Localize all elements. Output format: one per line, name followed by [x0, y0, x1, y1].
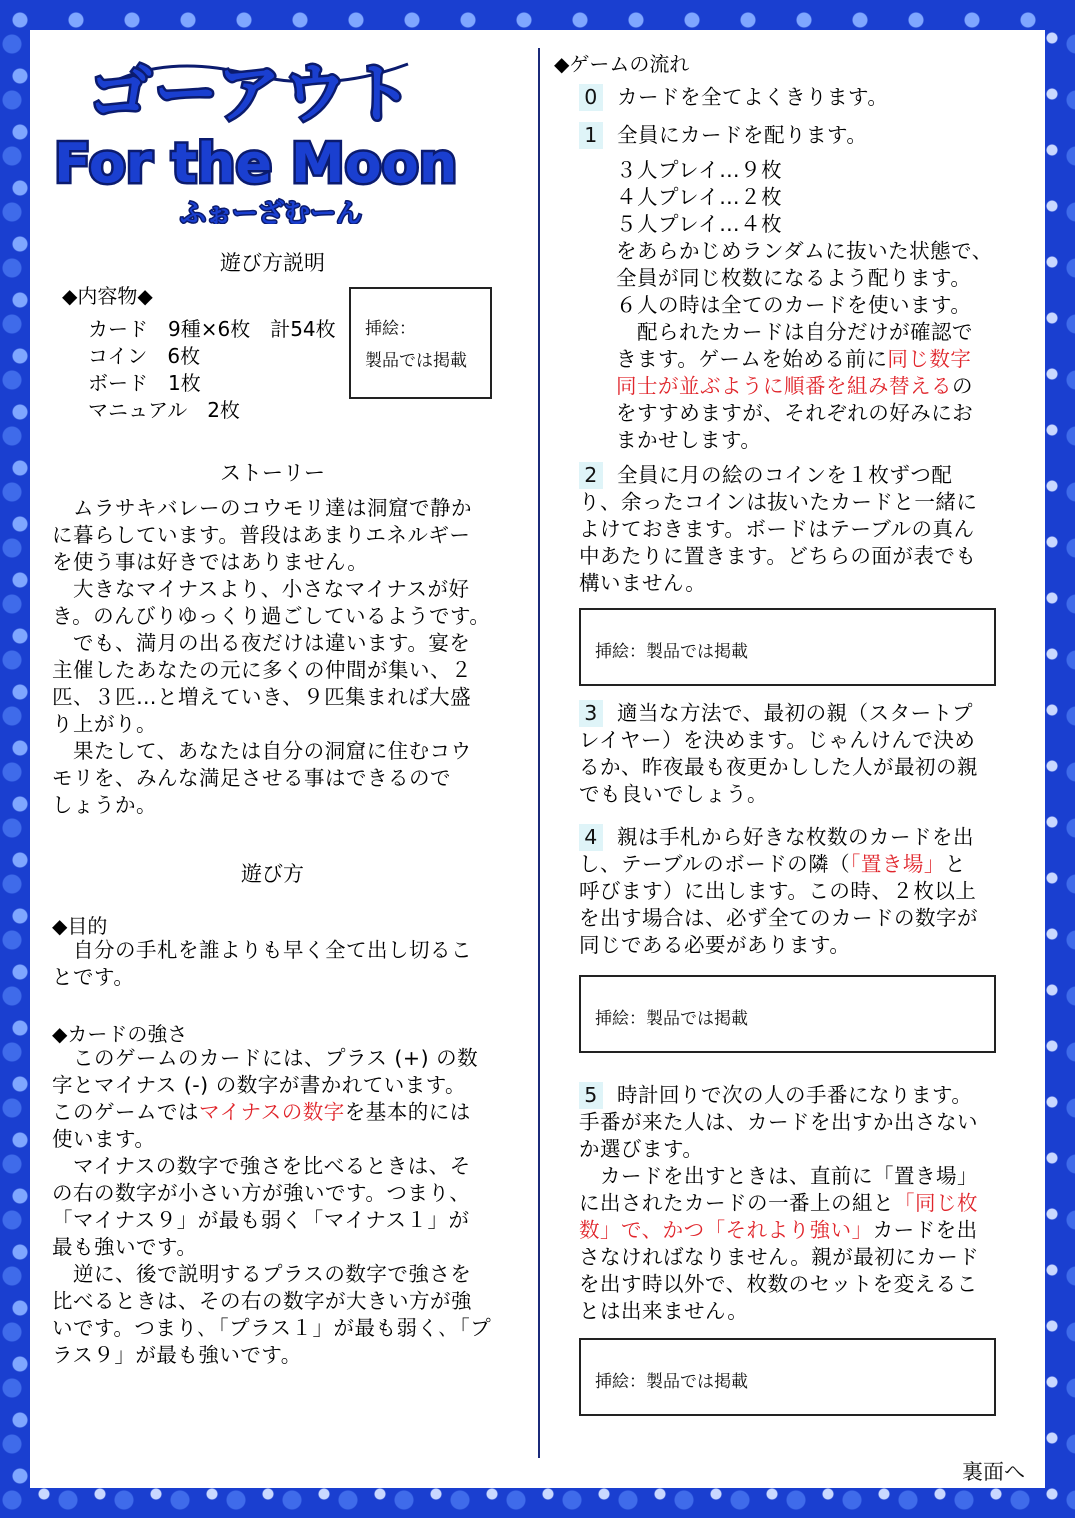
- step-5: [579, 1082, 1019, 1325]
- step-number: 0: [579, 84, 603, 111]
- step-4: [579, 824, 1019, 959]
- illustration-placeholder: [579, 975, 996, 1053]
- illustration-placeholder: [349, 287, 492, 399]
- logo-title-jp: ゴーアウト: [88, 58, 415, 132]
- step-text: 全員に月の絵のコインを１枚ずつ配 り、余ったコインは抜いたカードと一緒に よけておきます。ボードはテーブルの真ん 中あたりに置きます。どちらの面が表でも 構いません。: [579, 463, 978, 595]
- contents-label: ◆内容物◆: [62, 284, 153, 308]
- contents-item: カード 9種×6枚 計54枚: [88, 317, 336, 341]
- strength-text-2b: を基本的には: [344, 1100, 471, 1124]
- illustration-note: 挿絵：製品では掲載: [595, 1372, 748, 1392]
- step-text: 親は手札から好きな枚数のカードを出 し、テーブルのボードの隣（: [579, 825, 974, 876]
- illustration-placeholder: [579, 1338, 996, 1416]
- step-1-highlight-2: 同士が並ぶように順番を組み替える: [616, 374, 952, 398]
- step-number: 1: [579, 122, 603, 149]
- column-divider: [538, 48, 540, 1458]
- step-number: 5: [579, 1082, 603, 1109]
- next-page-link[interactable]: 裏面へ: [962, 1460, 1025, 1484]
- step-1-highlight-1: 同じ数字: [887, 347, 972, 371]
- strength-text-3: 使います。 マイナスの数字で強さを比べるときは、そ の右の数字が小さい方が強いです。つまり、 「マイナス９」が最も弱く「マイナス１」が 最も強いです。 逆に、後で説明するプラスの数字で強さを 比べるときは、その右の数字が大きい方が強 いです。つまり､「プラス１」が最も弱く､「プ ラス９」が最も強いです。: [52, 1127, 492, 1367]
- step-text-2: と 呼びます）に出します。この時、２枚以上 を出す場合は、必ず全てのカードの数字が 同じである必要があります。: [579, 852, 978, 957]
- step-text: 全員にカードを配ります。: [617, 123, 868, 147]
- illustration-note: 挿絵：製品では掲載: [595, 642, 748, 662]
- strength-text-1: このゲームのカードには、プラス (+) の数 字とマイナス (-) の数字が書かれています。: [52, 1046, 479, 1097]
- step-0: [579, 84, 888, 111]
- step-3: [579, 700, 1019, 808]
- logo-art: [48, 44, 498, 224]
- contents-item: ボード 1枚: [88, 371, 201, 395]
- step-text: 適当な方法で、最初の親（スタートプ レイヤー）を決めます。じゃんけんで決め るか、昨夜最も夜更かしした人が最初の親 でも良いでしょう。: [579, 701, 978, 806]
- step-2: [579, 462, 1019, 597]
- goal-label: ◆目的: [52, 914, 108, 938]
- step-1-detail: [616, 157, 1016, 454]
- illustration-label: 挿絵：: [365, 319, 416, 339]
- step-text: カードを全てよくきります。: [617, 85, 889, 109]
- step-1: [579, 122, 867, 149]
- story-text: ムラサキバレーのコウモリ達は洞窟で静か に暮らしています。普段はあまりエネルギー を使う事は好きではありません。 大きなマイナスより、小さなマイナスが好 き。のんびりゆっくり過ごしているようです。 でも、満月の出る夜だけは違います。宴を 主催したあなたの元に多くの仲間が集い、２ 匹、３匹…と増えていき、９匹集まれば大盛 り上がり。 果たして、あなたは自分の洞窟に住むコウ モリを、みんな満足させる事はできるので しょうか。: [52, 496, 491, 817]
- howto-heading: 遊び方: [241, 862, 304, 886]
- step-number: 4: [579, 824, 603, 851]
- strength-text-2a: このゲームでは: [52, 1100, 199, 1124]
- step-1-after-text: の をすすめますが、それぞれの好みにお まかせします。: [616, 374, 974, 452]
- logo-title-en: For the Moon: [54, 132, 458, 195]
- illustration-note: 製品では掲載: [365, 351, 467, 371]
- contents-item: コイン 6枚: [88, 344, 201, 368]
- step-number: 3: [579, 700, 603, 727]
- goal-text: 自分の手札を誰よりも早く全て出し切るこ とです。: [52, 938, 472, 989]
- step-text-2: カードを出 さなければなりません。親が最初にカード を出す時以外で、枚数のセットを変えるこ とは出来ません。: [579, 1218, 980, 1323]
- step-4-highlight: 「置き場」: [850, 852, 945, 876]
- step-text: 時計回りで次の人の手番になります。 手番が来た人は、カードを出すか出さない か選びます。 カードを出すときは、直前に「置き場」 に出されたカードの一番上の組と: [579, 1083, 978, 1215]
- strength-highlight: マイナスの数字: [199, 1100, 345, 1124]
- step-1-detail-text: ３人プレイ…９枚 ４人プレイ…２枚 ５人プレイ…４枚 をあらかじめランダムに抜いた状態で、 全員が同じ枚数になるよう配ります。 ６人の時は全てのカードを使います。 配られたカードは自分だけが確認で きます。ゲームを始める前に: [616, 158, 993, 371]
- manual-heading: 遊び方説明: [220, 251, 325, 275]
- illustration-note: 挿絵：製品では掲載: [595, 1009, 748, 1029]
- game-logo: [48, 44, 498, 224]
- illustration-placeholder: [579, 608, 996, 686]
- step-number: 2: [579, 462, 603, 489]
- logo-subtitle: ふぉーざむーん: [180, 199, 363, 224]
- contents-list: [88, 316, 336, 424]
- flow-label: ◆ゲームの流れ: [554, 52, 690, 76]
- strength-label: ◆カードの強さ: [52, 1022, 188, 1046]
- step-5-highlight: 「同じ枚 数」で、かつ「それより強い」: [579, 1191, 978, 1242]
- strength-text-2: [52, 1099, 522, 1126]
- contents-item: マニュアル 2枚: [88, 398, 240, 422]
- story-heading: ストーリー: [220, 461, 325, 485]
